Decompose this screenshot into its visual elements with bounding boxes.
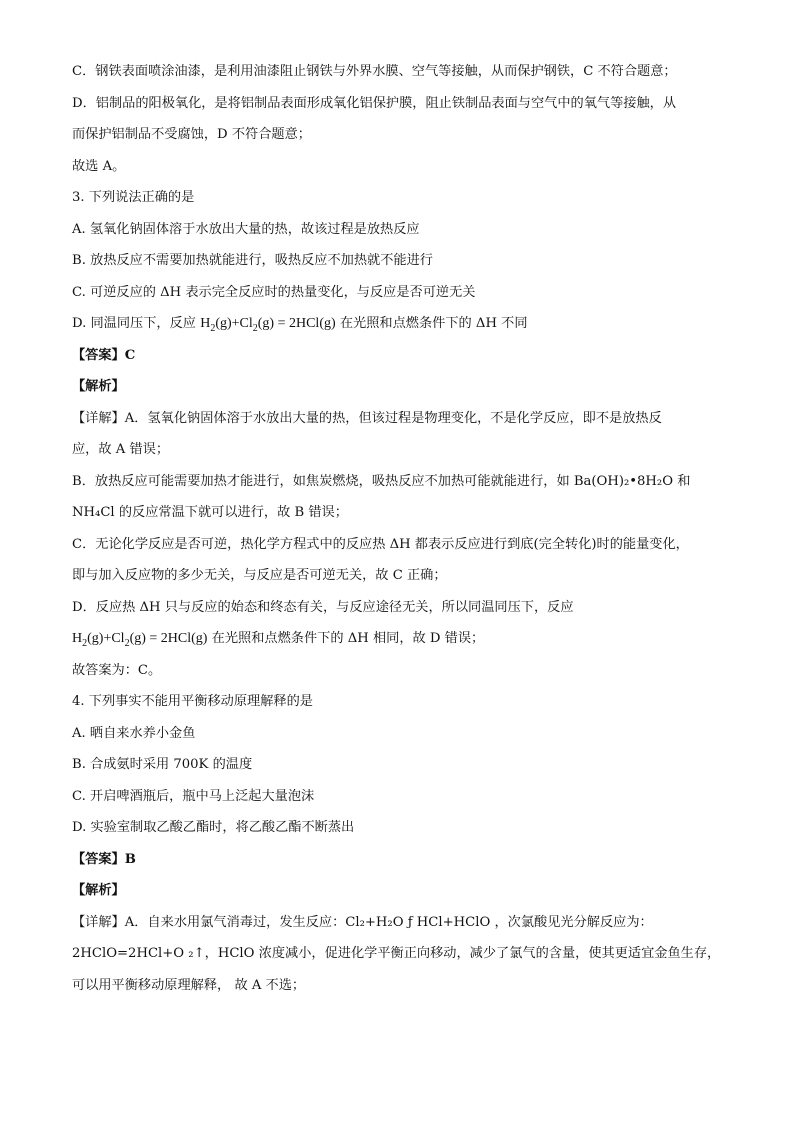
explanation-line: 2HClO=2HCl+O ₂↑，HClO 浓度减小，促进化学平衡正向移动，减少了氯气的含量，使其更适宜金鱼生存， xyxy=(72,946,721,961)
option-3d xyxy=(72,314,722,334)
text-line: 而保护铝制品不受腐蚀，D 不符合题意； xyxy=(72,127,311,142)
explanation-line: NH₄Cl 的反应常温下就可以进行，故 B 错误； xyxy=(72,505,348,520)
explanation-line: D．反应热 ΔH 只与反应的始态和终态有关，与反应途径无关，所以同温同压下，反应 xyxy=(72,599,574,615)
explanation-line: 【详解】A．氢氧化钠固体溶于水放出大量的热，但该过程是物理变化，不是化学反应，即不是放热反 xyxy=(72,410,662,426)
answer-label: 【答案】B xyxy=(72,851,136,867)
option-3a: A. 氢氧化钠固体溶于水放出大量的热，故该过程是放热反应 xyxy=(72,221,420,237)
explanation-line: 【详解】A．自来水用氯气消毒过，发生反应：Cl₂+H₂O ƒ HCl+HClO ，次氯酸见光分解反应为： xyxy=(72,914,653,930)
option-4a: A. 晒自来水养小金鱼 xyxy=(72,725,196,741)
document-page xyxy=(72,62,722,1007)
reaction-equation: $H_2(g)+Cl_2(g) = 2HCl(g)$ xyxy=(200,316,336,334)
option-4d: D. 实验室制取乙酸乙酯时，将乙酸乙酯不断蒸出 xyxy=(72,820,355,835)
analysis-label: 【解析】 xyxy=(72,379,125,394)
text-line: D．铝制品的阳极氧化，是将铝制品表面形成氧化铝保护膜，阻止铁制品表面与空气中的氧气等接触，从 xyxy=(72,95,677,111)
question-3: 3. 下列说法正确的是 xyxy=(72,190,195,205)
conclusion-line: 故答案为：C。 xyxy=(72,662,162,678)
explanation-line: 应，故 A 错误； xyxy=(72,442,170,457)
explanation-line: C．无论化学反应是否可逆，热化学方程式中的反应热 ΔH 都表示反应进行到底(完全转化)时的能量变化， xyxy=(72,536,689,552)
option-3b: B. 放热反应不需要加热就能进行，吸热反应不加热就不能进行 xyxy=(72,253,433,268)
explanation-line: 即与加入反应物的多少无关，与反应是否可逆无关，故 C 正确； xyxy=(72,568,447,583)
reaction-equation: $H_2(g)+Cl_2(g) = 2HCl(g)$ xyxy=(72,631,208,649)
option-4c: C. 开启啤酒瓶后，瓶中马上泛起大量泡沫 xyxy=(72,788,315,804)
explanation-line: $H_2(g)+Cl_2(g) = 2HCl(g)$ 在光照和点燃条件下的 ΔH 相同，故 D 错误； xyxy=(72,631,485,649)
option-4b: B. 合成氨时采用 700K 的温度 xyxy=(72,757,253,772)
option-3d-suffix: 在光照和点燃条件下的 ΔH 不同 xyxy=(335,316,528,331)
analysis-label: 【解析】 xyxy=(72,883,125,898)
text-line: C．钢铁表面喷涂油漆，是利用油漆阻止钢铁与外界水膜、空气等接触，从而保护钢铁，C 不符合题意； xyxy=(72,64,677,79)
option-3d-prefix: D. 同温同压下，反应 xyxy=(72,316,201,331)
answer-label: 【答案】C xyxy=(72,347,136,363)
explanation-line: B．放热反应可能需要加热才能进行，如焦炭燃烧，吸热反应不加热可能就能进行，如 Ba(OH)₂•8H₂O 和 xyxy=(72,473,691,489)
option-3c: C. 可逆反应的 ΔH 表示完全反应时的热量变化，与反应是否可逆无关 xyxy=(72,284,476,300)
text-line: 故选 A。 xyxy=(72,158,126,174)
explanation-line: 可以用平衡移动原理解释， 故 A 不选； xyxy=(72,977,306,993)
question-4: 4. 下列事实不能用平衡移动原理解释的是 xyxy=(72,694,313,709)
